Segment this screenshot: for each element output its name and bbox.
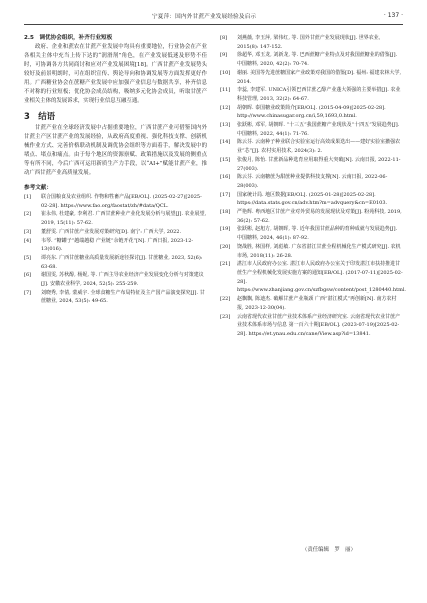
page-number: · 137 · (383, 12, 403, 19)
reference-number: [12] (220, 104, 231, 111)
reference-item (24, 271, 207, 288)
reference-text: 董舒雯. 广西甘蔗产业发展对策研究[D]. 南宁: 广西大学, 2022. (41, 228, 182, 235)
reference-number: [1] (24, 194, 32, 200)
reference-text: 李蕊, 李建军. UNICA引领巴西甘蔗乙醇产业蓬大领强的主要举措[J]. 农业科技管理, 2013, 32(2): 64-67. (237, 87, 401, 102)
reference-item (220, 86, 403, 103)
reference-number: [7] (24, 289, 32, 296)
reference-number: [8] (220, 35, 228, 41)
reference-number: [19] (220, 226, 231, 233)
reference-item (220, 208, 403, 225)
reference-number: [14] (220, 139, 231, 146)
reference-item (24, 289, 207, 306)
reference-number: [10] (220, 69, 231, 76)
reference-text: 陈云芬. 云南糖蔗为甜蔗种业提供科技支撑[N]. 云南日报, 2022-06-28(003). (237, 174, 388, 189)
reference-text: 张跃彬, 赵旭方, 胡朝晖, 等. 近年我国甘蔗品种的育种成就与发展趋势[J]. 中国糖料, 2024, 46(1): 87-92. (237, 226, 398, 242)
right-column (220, 34, 407, 339)
section-2-5-heading: 2.5 调优协会组织，补齐行业短板 (24, 35, 113, 41)
reference-text: 谢国雯, 苏秋醇, 杨妮, 等. 广西主导农业经济产业发展变化分析与对策建议[J]. 安徽农业科学, 2024, 52(5): 255-259. (41, 272, 204, 288)
page-header (24, 12, 403, 24)
reference-number: [4] (24, 237, 32, 244)
reference-text: 谭亮东. 广西甘蔗糖业高质量发展新途径探讨[J]. 甘蔗糖业, 2023, 52(6): 63-68. (41, 254, 203, 270)
reference-text: 严艳辉. 粤西地区甘蔗产业对外贸易的发展现状及对策[J]. 粉苑科技, 2019, 36(2): 57-62. (237, 209, 402, 224)
references-list-left (24, 193, 207, 306)
reference-text: 胡朝晖. 泰国糖业政策简介[EB/OL]. (2015-04-09)[2025-02-28]. http://www.chinasugar.org.cn/i,59,1693,0.html. (237, 104, 386, 120)
reference-text: 谢丽. 美国等先进蔗糖国家产业政策对我国的借鉴[D]. 福州: 福建农林大学, 2014. (237, 69, 402, 85)
reference-item (220, 313, 403, 339)
section-3-heading: 3 结语 (24, 111, 55, 121)
reference-number: [16] (220, 174, 231, 181)
reference-item (220, 173, 403, 190)
header-rule (24, 24, 403, 25)
reference-text: 张俊月, 陈怡. 甘蔗新品种选育应用取得重大突破[N]. 云南日报, 2022-11-27(003). (237, 156, 401, 172)
reference-number: [13] (220, 122, 231, 129)
reference-number: [23] (220, 313, 231, 320)
reference-item (220, 243, 403, 260)
reference-item (24, 254, 207, 271)
reference-item (24, 193, 207, 210)
reference-item (220, 69, 403, 86)
section-2-5-body: 政府、企业和蔗农在甘蔗产业发展中均具有重要地位，行业协会在产业各相关主体中充当上传下达的“润滑剂”角色，在产业发展低迷及形势不佳时，可协调各方共同商讨和应对产业发展困境[18]。广西甘蔗产业发展势头较好及前景明朗时，可在组织宣传、舆论导向和协调发展等方面发挥更好作用。广西糖业协会在蔗糖产业发展中应加强产业信息与数据共享，补齐信息不对称的行业短板；优化协会成员结构，吸纳多元化协会成员，听取甘蔗产业相关主体的发展诉求，实现行业信息互融互通。 (24, 44, 207, 104)
reference-number: [17] (220, 191, 231, 198)
reference-item (220, 104, 403, 121)
reference-text: 陈云芬. 云南种子种业联合实验室运行高效成果迭出——建好实验室撤强农业“芯”[J]. 农村实用技术, 2024(3): 2. (237, 139, 401, 155)
reference-item (220, 295, 403, 312)
references-title: 参考文献： (24, 185, 52, 191)
reference-item (220, 156, 403, 173)
reference-number: [20] (220, 243, 231, 250)
reference-text: 饶战胜, 林国样, 刘彪敏. 广东省湛江甘蔗全程机械化生产模式研究[J]. 农机市场, 2018(11): 26-28. (237, 243, 401, 259)
reference-number: [2] (24, 211, 32, 218)
reference-text: 国家统计局. 地区数据[EB/OL]. (2025-01-28)[2025-02-28]. https://data.stats.gov.cn/adv.htm?m=advquery&cn=E0103. (237, 191, 388, 207)
left-column (24, 34, 207, 306)
reference-number: [5] (24, 254, 32, 261)
reference-number: [21] (220, 261, 231, 268)
reference-number: [15] (220, 156, 231, 163)
reference-number: [6] (24, 272, 32, 279)
references-list-right (220, 34, 407, 339)
reference-text: 崔永伟, 杜建豪, 李利君. 广西甘蔗种业产业化发展分析与展望[J]. 农业展望, 2019, 15(11): 57-62. (41, 211, 207, 227)
reference-number: [18] (220, 209, 231, 216)
reference-item (220, 138, 403, 155)
reference-item (24, 228, 207, 237)
reference-text: 刘晓秀, 李倩, 蒙威宇. 全球食糖生产布局特征及主产国产品演变探究[J]. 甘蔗糖业, 2024, 53(5): 49-65. (41, 289, 205, 305)
reference-text: 湛江市人民政府办公室. 湛江市人民政府办公室关于印发湛江市扶持推进甘蔗生产全程机械化发展实施方案的通知[EB/OL]. (2017-07-11)[2025-02-28]. https://www.zhanjiang.gov.cn/szfbgsw/content/post_1280440.html. (237, 261, 407, 294)
reference-item (220, 191, 403, 208)
reference-number: [3] (24, 228, 32, 235)
reference-text: 联合国粮食及农业组织. 作物和牲畜产品[EB/OL]. (2025-02-27)[2025-02-28]. https://www.fao.org/faostat/zh/#data/QCL. (41, 194, 202, 209)
reference-text: 张跃彬, 邓军, 胡朝晖. “十三五”我国蔗糖产业现状及“十四五”发展趋势[J]. 中国糖料, 2022, 44(1): 71-76. (237, 122, 400, 137)
reference-number: [9] (220, 52, 228, 59)
reference-item (24, 210, 207, 227)
reference-item (220, 34, 403, 51)
reference-item (24, 237, 207, 254)
responsible-editor: （责任编辑 罗 丽） (302, 547, 356, 553)
reference-text: 刘燕薇, 李玉萍, 梁伟红, 等. 国外甘蔗产业发展现状[J]. 世界农业, 2015(8): 147-152. (237, 35, 381, 50)
running-title: 宁夏萍：国内外甘蔗产业发展经验及启示 (152, 14, 257, 20)
reference-item (220, 121, 403, 138)
section-3-body: 甘蔗产业在全球经济发展中占据重要地位，广西甘蔗产业可借鉴国内外甘蔗主产区甘蔗产业的发展经验，从政府高度重视、强化科技支撑、创新机械作业方式、完善价格联动机制及调优协会组织等方面着手，解决发展中的堵点、堵点和痛点。由于每个地区的资源禀赋、政策措施以及发展的侧重点等有所不同，今后广西可运用新质生产力手段，以“AI+”赋能甘蔗产业，推动广西甘蔗产业高质量发展。 (24, 125, 207, 176)
reference-item (220, 260, 407, 295)
reference-text: 云南省现代农业甘蔗产业技术体系产业经济研究室. 云南省现代农业甘蔗产业技术体系市场与信息 第一百六十期[EB/OL]. (2023-07-19)[2025-02-28]. https://et.ynau.edu.cn/cane/View.asp?id=13841. (237, 313, 401, 337)
reference-text: 赵飘飘, 陈迪杰. 破解甘蔗产业瓶颈 广西“湛江模式”再创新[N]. 南方农村报, 2023-12-30(04). (237, 296, 397, 311)
reference-number: [22] (220, 296, 231, 303)
reference-text: 徐超华, 邓玉龙, 刘新龙, 等. 巴西蔗糖产业特点及对我国蔗糖业的借鉴[J]. 中国糖料, 2020, 42(2): 70-74. (237, 52, 398, 68)
reference-item (220, 225, 403, 242)
reference-item (220, 51, 403, 68)
reference-number: [11] (220, 87, 231, 94)
reference-text: 韦琴. “糖罐子”越端越稳 产业链“余链开花”[N]. 广西日报, 2023-12-13(016). (41, 237, 194, 253)
